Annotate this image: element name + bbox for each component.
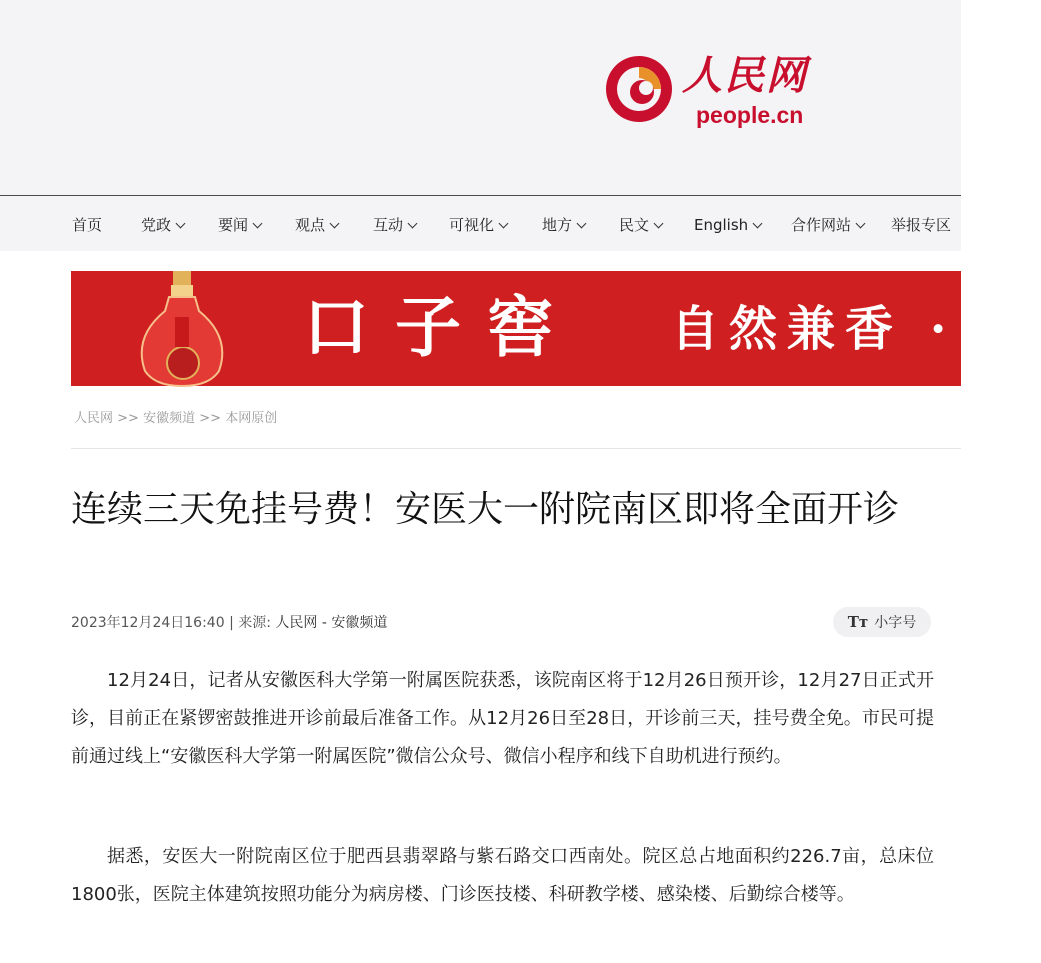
article-date: 2023年12月24日16:40: [71, 615, 225, 631]
nav-item-interaction[interactable]: [373, 196, 416, 251]
nav-label: 合作网站: [791, 216, 852, 234]
nav-item-report[interactable]: [891, 196, 951, 251]
chevron-down-icon: [577, 219, 587, 229]
breadcrumb-separator: >>: [199, 411, 222, 426]
font-toggle-label: 小字号: [874, 615, 917, 631]
main-nav: [0, 196, 961, 251]
article-title: 连续三天免挂号费！安医大一附院南区即将全面开诊: [71, 489, 900, 530]
liquor-bottle-image: [119, 271, 239, 386]
nav-item-local[interactable]: [542, 196, 585, 251]
banner-slogan-text: 自然兼香 · 非: [671, 301, 1041, 357]
breadcrumb-item-original[interactable]: 本网原创: [225, 411, 278, 426]
meta-separator: |: [229, 615, 234, 631]
nav-item-english[interactable]: [694, 196, 761, 251]
chevron-down-icon: [253, 219, 263, 229]
nav-item-ethnic-lang[interactable]: [619, 196, 662, 251]
people-logo-icon: [604, 54, 674, 124]
nav-label: English: [694, 216, 749, 234]
chevron-down-icon: [753, 219, 763, 229]
chevron-down-icon: [330, 219, 340, 229]
article-source-link[interactable]: 人民网 - 安徽频道: [275, 615, 388, 631]
article-paragraph: 据悉，安医大一附院南区位于肥西县翡翠路与紫石路交口西南处。院区总占地面积约226.7亩，总床位1800张，医院主体建筑按照功能分为病房楼、门诊医技楼、科研教学楼、感染楼、后勤综合楼等。: [71, 846, 934, 905]
nav-item-opinion[interactable]: [295, 196, 338, 251]
nav-item-party-gov[interactable]: [141, 196, 184, 251]
nav-item-news[interactable]: [218, 196, 261, 251]
ad-banner[interactable]: [71, 271, 1041, 386]
breadcrumb: [74, 407, 277, 426]
breadcrumb-item-people[interactable]: 人民网: [74, 411, 114, 426]
banner-brand-text: 口子窖: [303, 288, 579, 366]
nav-label: 互动: [373, 216, 404, 234]
article-paragraph: 12月24日，记者从安徽医科大学第一附属医院获悉，该院南区将于12月26日预开诊，12月27日正式开诊，目前正在紧锣密鼓推进开诊前最后准备工作。从12月26日至28日，开诊前三天，挂号费全免。市民可提前通过线上“安徽医科大学第一附属医院”微信公众号、微信小程序和线下自助机进行预约。: [71, 670, 934, 767]
nav-item-visualization[interactable]: [449, 196, 507, 251]
nav-label: 举报专区: [891, 216, 952, 234]
nav-label: 可视化: [449, 216, 495, 234]
site-header: [0, 0, 961, 196]
nav-label: 观点: [295, 216, 326, 234]
chevron-down-icon: [408, 219, 418, 229]
chevron-down-icon: [654, 219, 664, 229]
breadcrumb-separator: >>: [117, 411, 139, 426]
font-size-toggle-button[interactable]: [833, 607, 931, 637]
divider: [71, 448, 961, 449]
nav-label: 首页: [72, 216, 103, 234]
chevron-down-icon: [856, 219, 866, 229]
logo-chinese-text: 人民网: [682, 52, 808, 99]
nav-label: 要闻: [218, 216, 249, 234]
nav-item-partners[interactable]: [791, 196, 864, 251]
chevron-down-icon: [499, 219, 509, 229]
logo-english-text: people.cn: [696, 102, 804, 128]
breadcrumb-item-anhui[interactable]: 安徽频道: [143, 411, 196, 426]
font-size-icon: Tт: [847, 613, 869, 631]
nav-label: 地方: [542, 216, 573, 234]
nav-item-home[interactable]: [72, 196, 102, 251]
people-cn-logo[interactable]: [604, 50, 824, 130]
nav-label: 党政: [141, 216, 172, 234]
source-label: 来源:: [238, 615, 271, 631]
nav-label: 民文: [619, 216, 650, 234]
chevron-down-icon: [176, 219, 186, 229]
article-meta: [71, 612, 387, 632]
